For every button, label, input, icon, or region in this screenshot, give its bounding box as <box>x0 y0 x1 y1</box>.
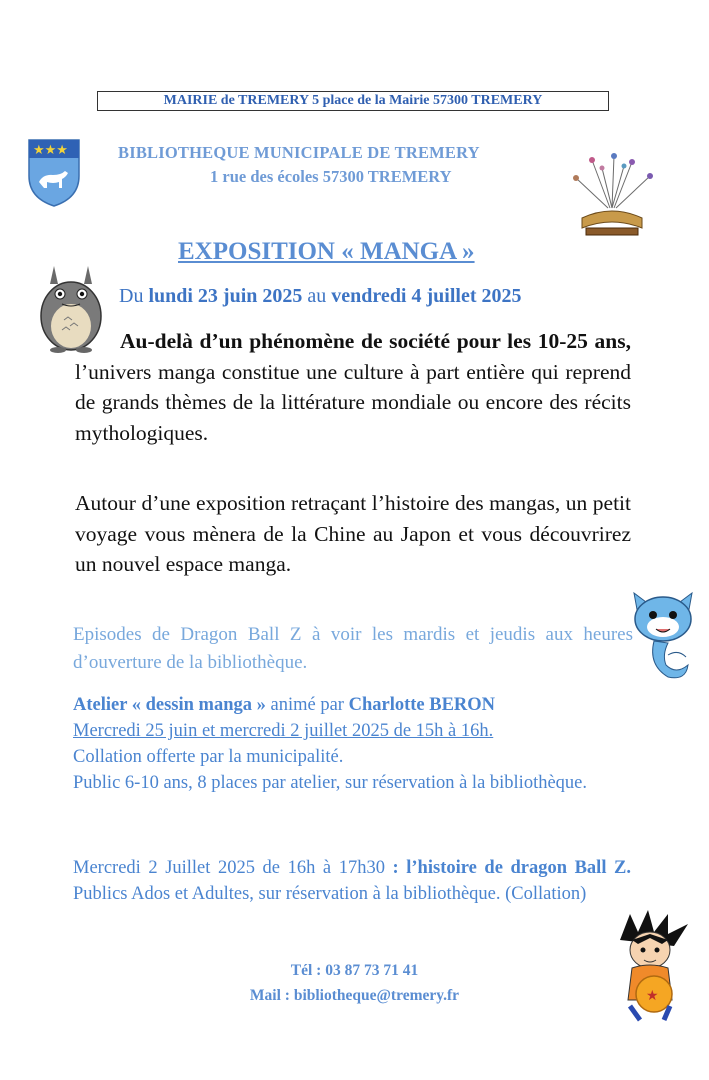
exhibition-dates <box>119 285 521 308</box>
dates-prefix: Du <box>119 285 149 307</box>
books-flowers-illustration <box>562 148 662 240</box>
atelier-header <box>73 692 633 718</box>
atelier-animated-by: animé par <box>265 695 349 715</box>
contact-tel: Tél : 03 87 73 71 41 <box>290 962 419 979</box>
intro-bold: Au-delà d’un phénomène de société pour les 10-25 ans, <box>120 329 631 353</box>
event-rest: Publics Ados et Adultes, sur réservation à la bibliothèque. (Collation) <box>73 884 587 904</box>
atelier-name: Atelier « dessin manga » <box>73 695 266 715</box>
dates-middle: au <box>302 285 332 307</box>
mairie-header <box>97 91 609 111</box>
atelier-schedule: Mercredi 25 juin et mercredi 2 juillet 2025 de 15h à 16h. <box>73 721 494 741</box>
exhibition-title: EXPOSITION « MANGA » <box>178 238 475 265</box>
goku-illustration <box>610 910 692 1022</box>
library-name: BIBLIOTHEQUE MUNICIPALE DE TREMERY <box>118 143 480 162</box>
svg-text:★★★: ★★★ <box>33 143 68 158</box>
date-end: vendredi 4 juillet 2025 <box>331 285 522 307</box>
mairie-text: MAIRIE de TREMERY 5 place de la Mairie 57300 TREMERY <box>163 93 543 108</box>
event-when: Mercredi 2 Juillet 2025 de 16h à 17h30 <box>73 858 385 878</box>
blue-cat-illustration <box>628 585 698 685</box>
dbz-history-event <box>73 855 631 907</box>
event-title: : l’histoire de dragon Ball Z. <box>384 858 631 878</box>
atelier-section <box>73 692 633 796</box>
contact-mail: Mail : bibliotheque@tremery.fr <box>249 987 460 1004</box>
intro-paragraph <box>75 326 631 448</box>
library-address: 1 rue des écoles 57300 TREMERY <box>210 167 452 186</box>
atelier-collation: Collation offerte par la municipalité. <box>73 747 344 767</box>
svg-text:★: ★ <box>646 988 659 1004</box>
town-crest-icon <box>27 138 81 208</box>
intro-rest: l’univers manga constitue une culture à part entière qui reprend de grands thèmes de la littérature mondiale ou encore des récits mythologiques. <box>75 359 631 445</box>
atelier-host: Charlotte BERON <box>348 695 496 715</box>
voyage-paragraph: Autour d’une exposition retraçant l’histoire des mangas, un petit voyage vous mènera de la Chine au Japon et vous découvrirez un nouvel espace manga. <box>75 491 631 576</box>
date-start: lundi 23 juin 2025 <box>148 285 303 307</box>
dbz-episodes-text: Episodes de Dragon Ball Z à voir les mardis et jeudis aux heures d’ouverture de la bibliothèque. <box>73 624 633 673</box>
atelier-public: Public 6-10 ans, 8 places par atelier, sur réservation à la bibliothèque. <box>73 773 588 793</box>
